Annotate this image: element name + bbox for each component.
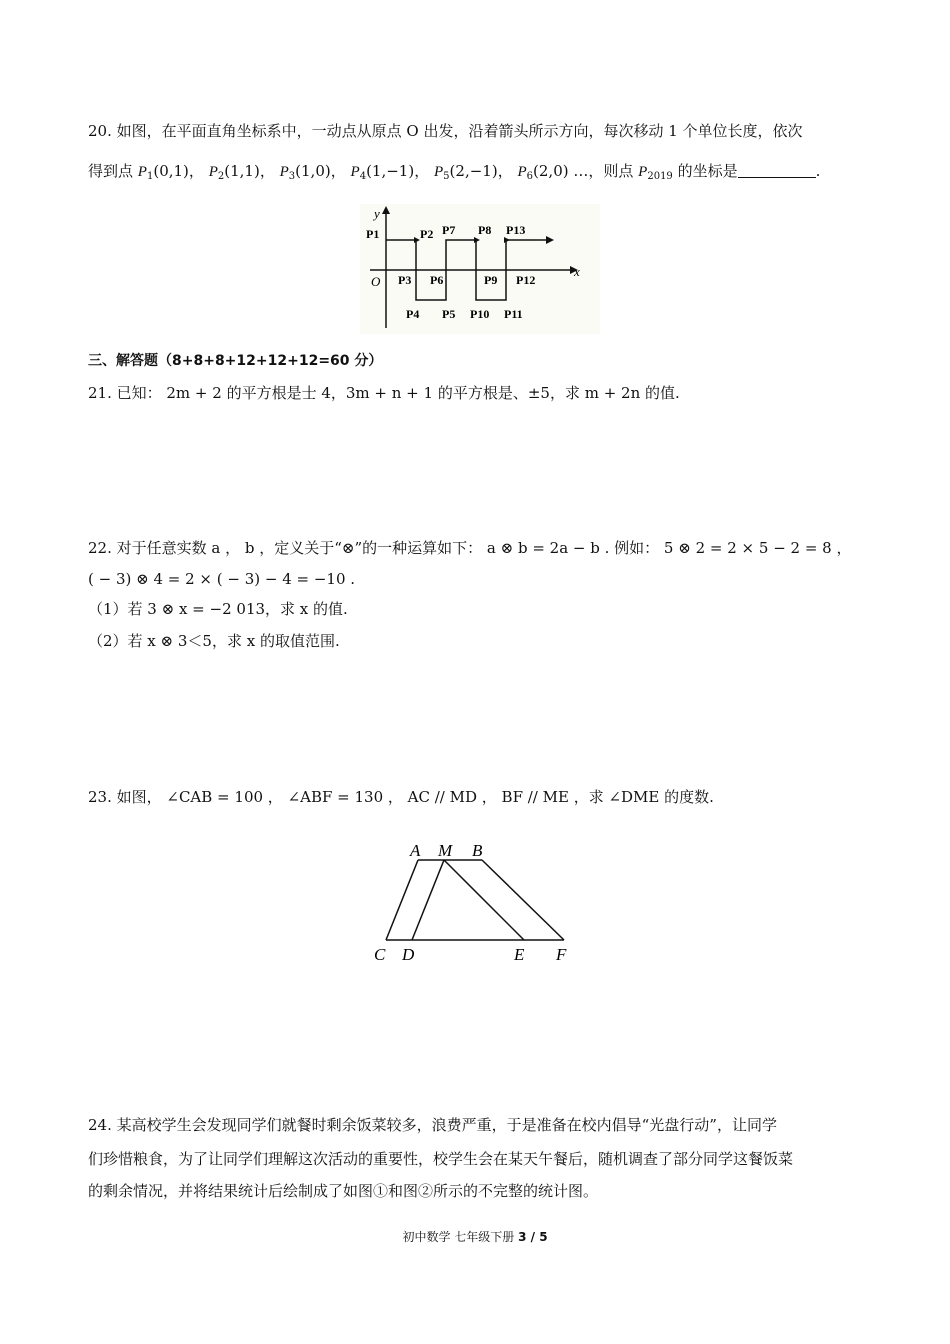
- point-sub: 5: [443, 171, 450, 182]
- point-sub: 6: [526, 171, 534, 182]
- q20-line2: [88, 160, 820, 188]
- label-d: D: [402, 945, 415, 964]
- point-sub: 2: [217, 171, 225, 182]
- label-p5: P5: [442, 307, 456, 321]
- q20-suffix: 的坐标是: [677, 162, 738, 180]
- point-sub: 4: [359, 171, 367, 182]
- q24-line3: 的剩余情况，并将结果统计后绘制成了如图①和图②所示的不完整的统计图。: [88, 1182, 599, 1200]
- sep: ，: [188, 162, 204, 180]
- label-p1: P1: [366, 227, 380, 241]
- label-p2: P2: [420, 227, 434, 241]
- segment-ac: [386, 860, 418, 940]
- target-point-sub: 2019: [647, 171, 673, 182]
- point-coord: (1,−1): [366, 162, 415, 180]
- footer-page-number: 3 / 5: [518, 1230, 548, 1244]
- q22-part1: （1）若 3 ⊗ x = −2 013，求 x 的值.: [88, 600, 348, 618]
- q24-line2: 们珍惜粮食，为了让同学们理解这次活动的重要性，校学生会在某天午餐后，随机调查了部分同学这餐饭菜: [88, 1150, 794, 1168]
- segment-md: [412, 860, 444, 940]
- label-p4: P4: [406, 307, 420, 321]
- footer-course: 初中数学 七年级下册: [402, 1230, 515, 1244]
- label-c: C: [374, 945, 386, 964]
- sep: ，: [330, 162, 346, 180]
- label-m: M: [438, 841, 453, 860]
- point-coord: (1,1): [224, 162, 260, 180]
- point-name: P: [279, 164, 289, 180]
- label-p13: P13: [506, 223, 526, 237]
- axis-y-label: y: [374, 206, 380, 221]
- q20-prefix: 得到点: [88, 162, 134, 180]
- label-f: F: [556, 945, 567, 964]
- q20-line1: 20. 如图，在平面直角坐标系中，一动点从原点 O 出发，沿着箭头所示方向，每次移动 1 个单位长度，依次: [88, 122, 803, 140]
- ellipsis: …，则点: [573, 162, 634, 180]
- point-coord: (0,1): [153, 162, 189, 180]
- label-p8: P8: [478, 223, 492, 237]
- sep: ，: [497, 162, 513, 180]
- target-point-name: P: [638, 164, 648, 180]
- origin-label: O: [371, 274, 381, 289]
- q22-part2: （2）若 x ⊗ 3＜5，求 x 的取值范围.: [88, 632, 340, 650]
- page-footer: [0, 1228, 950, 1245]
- point-name: P: [137, 164, 147, 180]
- q22-line2: ( − 3) ⊗ 4 = 2 × ( − 3) − 4 = −10 .: [88, 570, 356, 588]
- label-p7: P7: [442, 223, 456, 237]
- segment-bf: [482, 860, 564, 940]
- q22-line1: 22. 对于任意实数 a ， b ，定义关于“⊗”的一种运算如下： a ⊗ b = 2a − b . 例如： 5 ⊗ 2 = 2 × 5 − 2 = 8 ，: [88, 539, 852, 557]
- point-name: P: [208, 164, 218, 180]
- point-sub: 3: [288, 171, 296, 182]
- label-p3: P3: [398, 273, 412, 287]
- point-coord: (2,0): [533, 162, 569, 180]
- point-coord: (2,−1): [449, 162, 498, 180]
- point-coord: (1,0): [295, 162, 331, 180]
- q20-end: .: [815, 162, 821, 180]
- axis-x-label: x: [574, 264, 580, 279]
- sep: ，: [414, 162, 430, 180]
- point-sub: 1: [146, 171, 154, 182]
- q20-figure: [360, 204, 600, 334]
- label-p11: P11: [504, 307, 523, 321]
- q24-line1: 24. 某高校学生会发现同学们就餐时剩余饭菜较多，浪费严重，于是准备在校内倡导“光盘行动”，让同学: [88, 1116, 777, 1134]
- q23-text: 23. 如图， ∠CAB = 100 ， ∠ABF = 130 ， AC // MD ， BF // ME ，求 ∠DME 的度数.: [88, 788, 714, 806]
- label-p12: P12: [516, 273, 536, 287]
- answer-blank[interactable]: [738, 163, 816, 178]
- q21-text: 21. 已知： 2m + 2 的平方根是士 4，3m + n + 1 的平方根是、±5，求 m + 2n 的值.: [88, 384, 680, 402]
- q23-figure: [366, 836, 586, 966]
- segment-me: [444, 860, 524, 940]
- label-p10: P10: [470, 307, 490, 321]
- label-p6: P6: [430, 273, 444, 287]
- point-name: P: [517, 164, 527, 180]
- label-p9: P9: [484, 273, 498, 287]
- point-name: P: [434, 164, 444, 180]
- label-b: B: [472, 841, 483, 860]
- section-title: 三、解答题（8+8+8+12+12+12=60 分）: [88, 353, 383, 369]
- label-e: E: [514, 945, 525, 964]
- label-a: A: [410, 841, 421, 860]
- sep: ，: [259, 162, 275, 180]
- point-name: P: [350, 164, 360, 180]
